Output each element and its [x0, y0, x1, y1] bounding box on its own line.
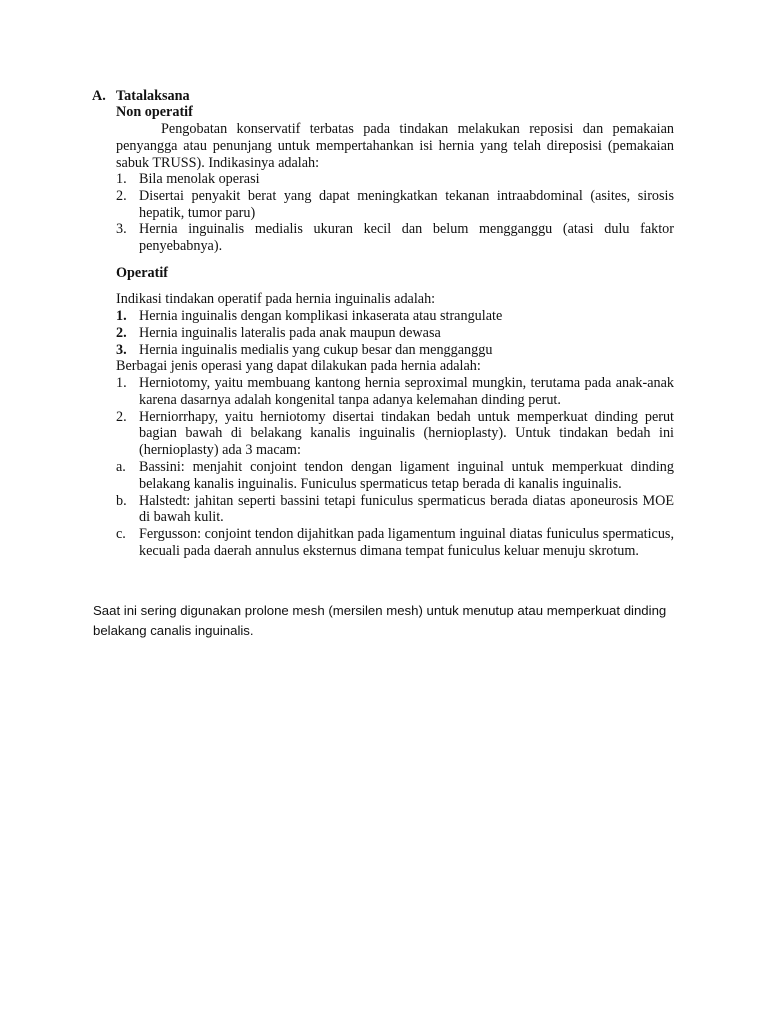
section-title: Tatalaksana	[116, 88, 190, 104]
list-item	[116, 325, 674, 342]
list-item	[116, 409, 674, 459]
list-item	[116, 459, 674, 493]
operatif-title: Operatif	[116, 265, 169, 281]
list-item	[116, 526, 674, 560]
list-item-number: 1.	[116, 308, 127, 324]
non-operatif-list	[116, 171, 674, 255]
list-item	[116, 171, 674, 188]
list-item-number: 3.	[116, 221, 127, 238]
list-item	[116, 493, 674, 527]
list-item-text: Fergusson: conjoint tendon dijahitkan pada ligamentum inguinal diatas funiculus spermaticus, kecuali pada daerah annulus eksternus dimana tempat funiculus keluar menuju skrotum.	[139, 526, 674, 559]
list-item	[116, 375, 674, 409]
list-item-text: Hernia inguinalis lateralis pada anak maupun dewasa	[139, 324, 441, 341]
list-item-number: 3.	[116, 341, 127, 358]
list-item	[116, 342, 674, 359]
list-item-text: Herniotomy, yaitu membuang kantong hernia seproximal mungkin, terutama pada anak-anak karena dasarnya adalah kongenital tanpa adanya kelemahan dinding perut.	[139, 375, 674, 408]
list-item-text: Bassini: menjahit conjoint tendon dengan ligament inguinal untuk memperkuat dinding belakang kanalis inguinalis. Funiculus spermaticus tetap berada di kanalis inguinalis.	[139, 458, 674, 492]
indication-list	[116, 308, 674, 358]
list-item-number: c.	[116, 526, 126, 543]
list-item-number: 2.	[116, 187, 127, 204]
list-item-text: Bila menolak operasi	[139, 171, 260, 187]
non-operatif-title: Non operatif	[116, 104, 193, 120]
list-item-text: Halstedt: jahitan seperti bassini tetapi funiculus spermaticus berada diatas aponeurosis MOE di bawah kulit.	[139, 492, 674, 526]
section-heading	[92, 88, 190, 105]
list-item	[116, 308, 674, 325]
list-item-number: b.	[116, 492, 127, 509]
list-item-text: Herniorrhapy, yaitu herniotomy disertai tindakan bedah untuk memperkuat dinding perut bagian bawah di belakang kanalis inguinalis (hernioplasty). Untuk tindakan bedah ini (hernioplasty) ada 3 macam:	[139, 408, 674, 459]
list-item	[116, 188, 674, 222]
operation-types-list	[116, 375, 674, 560]
operation-types-intro: Berbagai jenis operasi yang dapat dilakukan pada hernia adalah:	[116, 358, 481, 374]
list-item-number: 2.	[116, 324, 127, 341]
footer-note: Saat ini sering digunakan prolone mesh (mersilen mesh) untuk menutup atau memperkuat dinding belakang canalis inguinalis.	[93, 603, 667, 638]
list-item-number: 2.	[116, 408, 127, 425]
list-item-text: Hernia inguinalis dengan komplikasi inkaserata atau strangulate	[139, 308, 503, 324]
list-item-text: Disertai penyakit berat yang dapat meningkatkan tekanan intraabdominal (asites, sirosis hepatik, tumor paru)	[139, 187, 674, 221]
list-item-number: 1.	[116, 375, 127, 391]
list-item-number: 1.	[116, 171, 127, 187]
list-item	[116, 221, 674, 255]
non-operatif-paragraph: Pengobatan konservatif terbatas pada tindakan melakukan reposisi dan pemakaian penyangga atau penunjang untuk mempertahankan isi hernia yang telah direposisi (pemakaian sabuk TRUSS). Indikasinya adalah:	[116, 121, 674, 171]
list-item-text: Hernia inguinalis medialis ukuran kecil dan belum mengganggu (atasi dulu faktor penyebabnya).	[139, 221, 674, 255]
list-item-number: a.	[116, 458, 126, 475]
section-label: A.	[92, 88, 106, 104]
list-item-text: Hernia inguinalis medialis yang cukup besar dan mengganggu	[139, 341, 493, 358]
operatif-intro: Indikasi tindakan operatif pada hernia inguinalis adalah:	[116, 291, 436, 307]
